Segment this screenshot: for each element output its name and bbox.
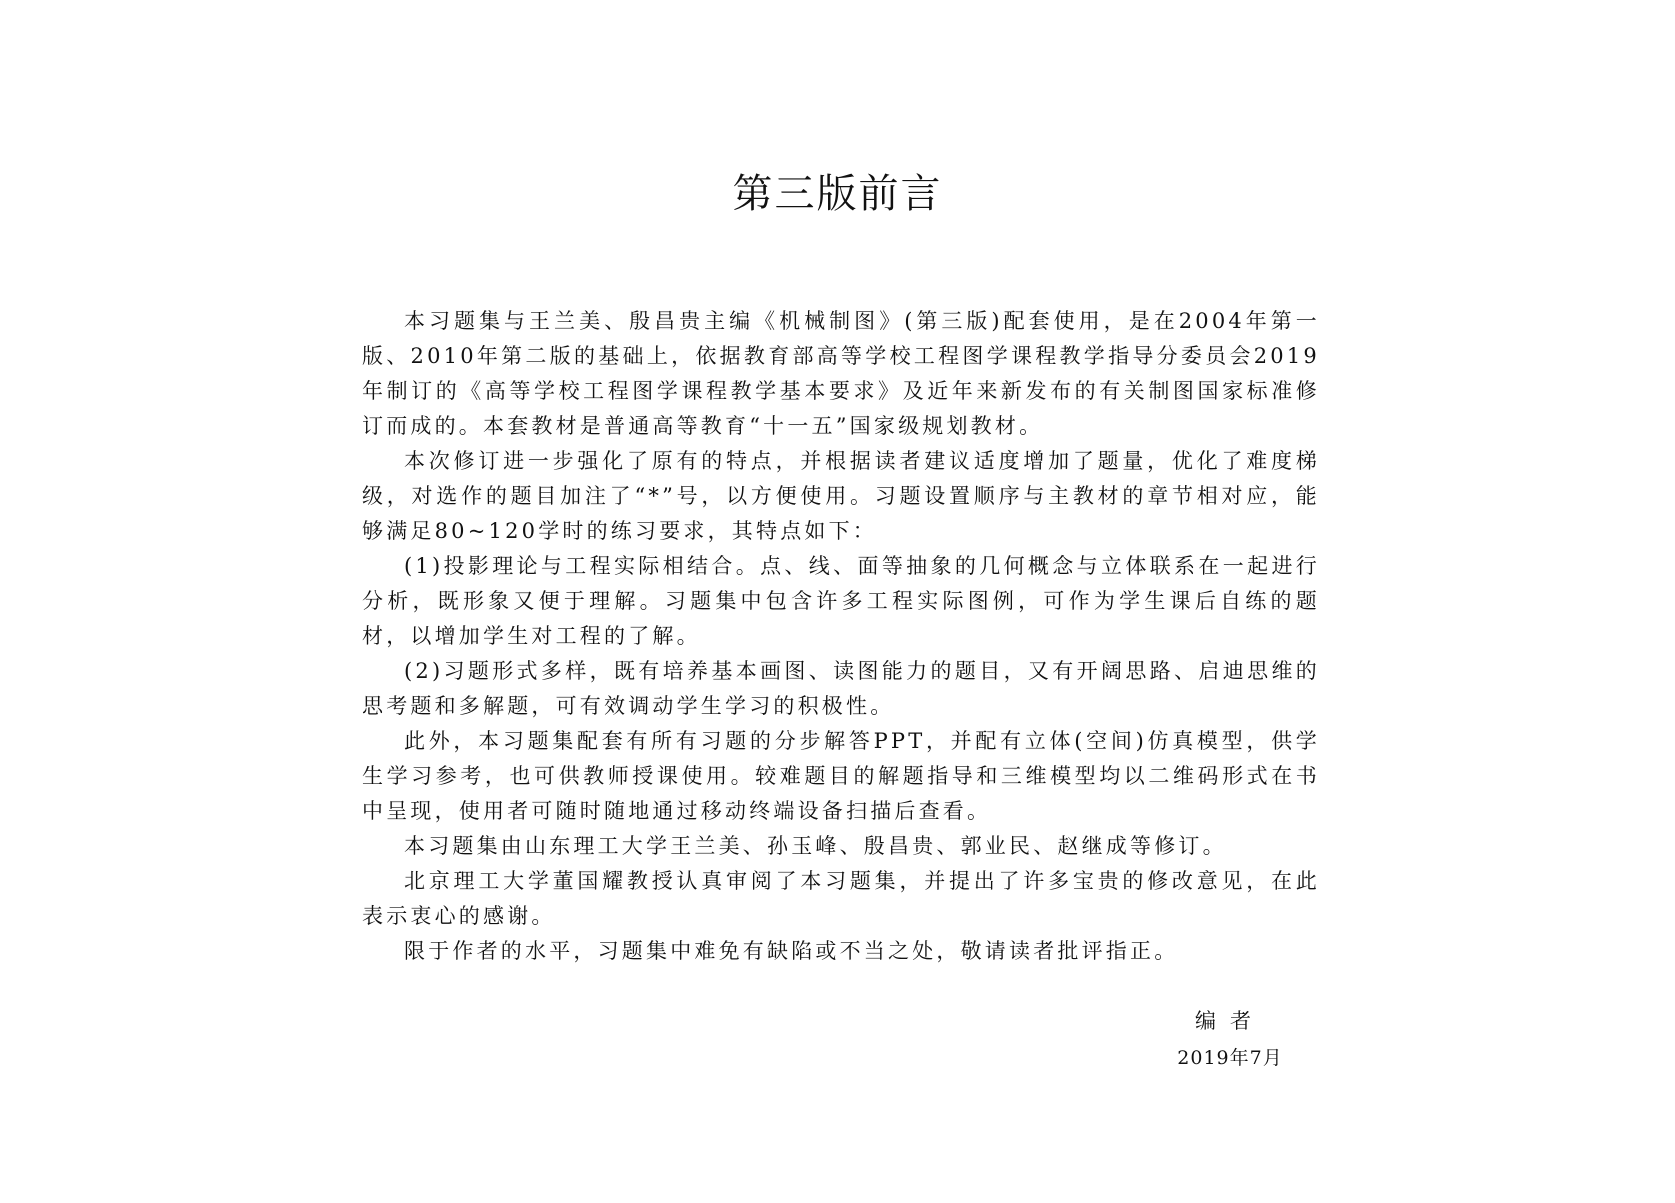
page-title: 第三版前言 — [732, 171, 943, 217]
paragraph-3: (1)投影理论与工程实际相结合。点、线、面等抽象的几何概念与立体联系在一起进行分析，既形象又便于理解。习题集中包含许多工程实际图例，可作为学生课后自练的题材，以增加学生对工程的了解。 — [362, 554, 1320, 648]
signature-block — [1140, 1006, 1320, 1072]
paragraph-5: 此外，本习题集配套有所有习题的分步解答PPT，并配有立体(空间)仿真模型，供学生学习参考，也可供教师授课使用。较难题目的解题指导和三维模型均以二维码形式在书中呈现，使用者可随时随地通过移动终端设备扫描后查看。 — [362, 729, 1320, 823]
preface-body — [362, 304, 1320, 969]
paragraph-1: 本习题集与王兰美、殷昌贵主编《机械制图》(第三版)配套使用，是在2004年第一版、2010年第二版的基础上，依据教育部高等学校工程图学课程教学指导分委员会2019年制订的《高等学校工程图学课程教学基本要求》及近年来新发布的有关制图国家标准修订而成的。本套教材是普通高等教育“十一五”国家级规划教材。 — [362, 309, 1320, 438]
signature-name: 编者 — [1195, 1009, 1265, 1033]
paragraph-8: 限于作者的水平，习题集中难免有缺陷或不当之处，敬请读者批评指正。 — [404, 939, 1179, 963]
paragraph-4: (2)习题形式多样，既有培养基本画图、读图能力的题目，又有开阔思路、启迪思维的思考题和多解题，可有效调动学生学习的积极性。 — [362, 659, 1320, 718]
paragraph-6: 本习题集由山东理工大学王兰美、孙玉峰、殷昌贵、郭业民、赵继成等修订。 — [404, 834, 1227, 858]
signature-date: 2019年7月 — [1177, 1047, 1283, 1069]
paragraph-7: 北京理工大学董国耀教授认真审阅了本习题集，并提出了许多宝贵的修改意见，在此表示衷心的感谢。 — [362, 869, 1320, 928]
paragraph-2: 本次修订进一步强化了原有的特点，并根据读者建议适度增加了题量，优化了难度梯级，对选作的题目加注了“*”号，以方便使用。习题设置顺序与主教材的章节相对应，能够满足80~120学时的练习要求，其特点如下： — [362, 449, 1320, 543]
